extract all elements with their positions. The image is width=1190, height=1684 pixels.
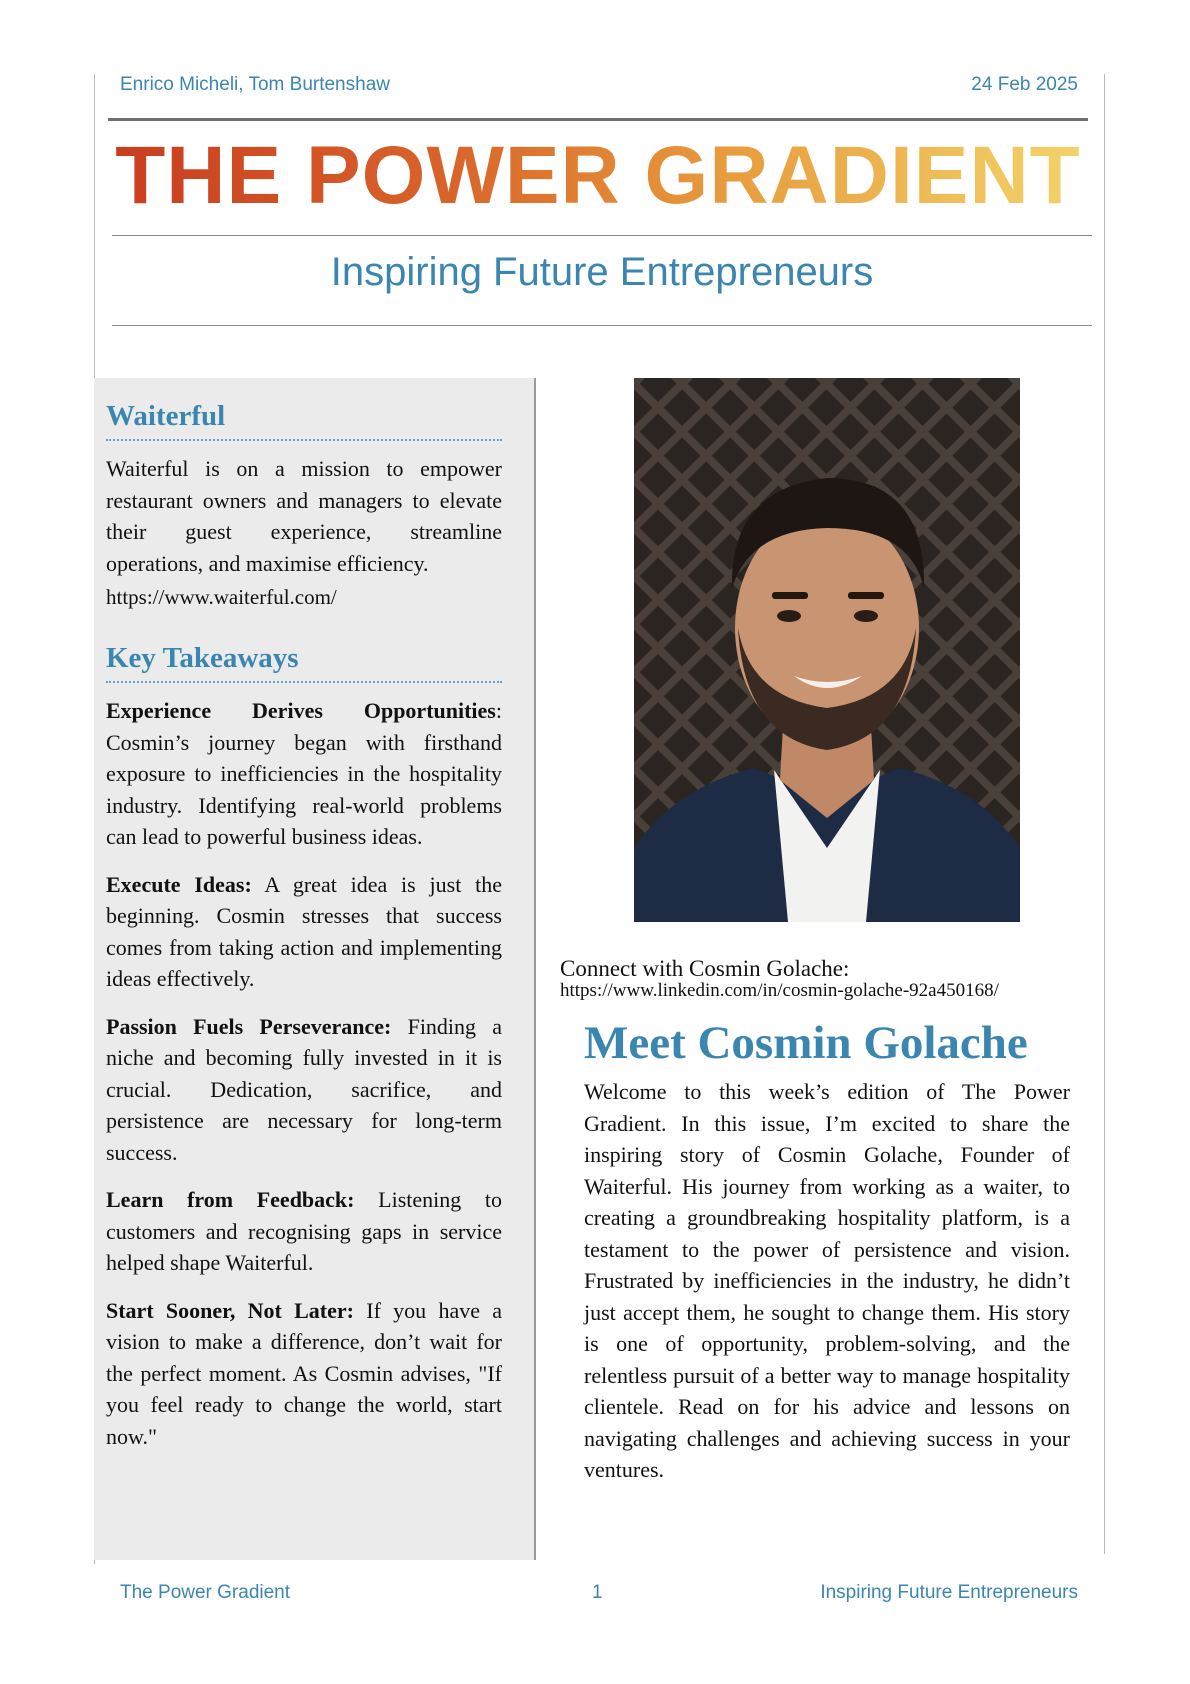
takeaway-text: Cosmin’s journey began with firsthand exposure to inefficiencies in the hospitality industry. Identifying real-world problems can lead to powerful business ideas. [106,729,502,849]
takeaway-item [106,1011,502,1169]
connect-label: Connect with Cosmin Golache: [560,956,850,981]
page-number: 1 [592,1582,603,1603]
takeaway-title: Start Sooner, Not Later: [106,1297,354,1323]
dotted-divider [106,681,502,683]
takeaways-heading: Key Takeaways [106,642,299,674]
footer-subtitle: Inspiring Future Entrepreneurs [820,1582,1078,1603]
newsletter-subtitle: Inspiring Future Entrepreneurs [330,250,874,294]
sidebar-content [106,400,502,1468]
issue-date: 24 Feb 2025 [971,74,1078,95]
footer-title: The Power Gradient [120,1582,291,1603]
page-frame-right [1104,74,1105,1554]
takeaway-item [106,1184,502,1279]
company-description: Waiterful is on a mission to empower restaurant owners and managers to elevate their guest experience, streamline operations, and maximise efficiency. [106,456,502,576]
takeaway-title: Passion Fuels Perseverance: [106,1013,392,1039]
takeaway-item: Experience Derives Opportunities: Cosmin’s journey began with firsthand exposure to inefficiencies in the hospitality industry. Identifying real-world problems can lead to powerful business ideas. [106,698,502,849]
dotted-divider [106,439,502,441]
takeaway-title: Experience Derives Opportunities [106,698,496,723]
takeaway-text: Finding a niche and becoming fully invested in it is crucial. Dedication, sacrifice, and persistence are necessary for long-term success. [106,1013,503,1165]
takeaway-title: Execute Ideas: [106,871,252,897]
company-link[interactable]: https://www.waiterful.com/ [106,585,337,609]
takeaway-text: Listening to customers and recognising gaps in service helped shape Waiterful. [106,1187,502,1275]
company-heading: Waiterful [106,400,226,432]
takeaway-text: If you have a vision to make a difference, don’t wait for the perfect moment. As Cosmin advises, "If you feel ready to change the world, start now." [106,1297,503,1449]
takeaway-title: Learn from Feedback: [106,1187,355,1212]
masthead-title: THE POWER GRADIENT [108,128,1088,224]
subtitle-rule [112,325,1092,326]
linkedin-link[interactable]: https://www.linkedin.com/in/cosmin-golache-92a450168/ [560,980,999,1001]
takeaway-item [106,1295,502,1453]
sidebar [94,378,536,1560]
article-intro: Welcome to this week’s edition of The Power Gradient. In this issue, I’m excited to share the inspiring story of Cosmin Golache, Founder of Waiterful. His journey from working as a waiter, to creating a groundbreaking hospitality platform, is a testament to the power of persistence and vision. Frustrated by inefficiencies in the industry, he didn’t just accept them, he sought to change them. His story is one of opportunity, problem-solving, and the relentless pursuit of a better way to manage hospitality clientele. Read on for his advice and lessons on navigating challenges and achieving success in your ventures. [584,1079,1070,1482]
takeaway-text: A great idea is just the beginning. Cosmin stresses that success comes from taking action and implementing ideas effectively. [106,871,502,991]
masthead-rule [112,235,1092,236]
takeaway-item [106,869,502,995]
portrait-illustration [634,378,1020,922]
portrait-photo [634,378,1020,922]
article-title: Meet Cosmin Golache [584,1017,1028,1069]
authors: Enrico Micheli, Tom Burtenshaw [120,74,390,95]
header-rule [108,118,1088,121]
